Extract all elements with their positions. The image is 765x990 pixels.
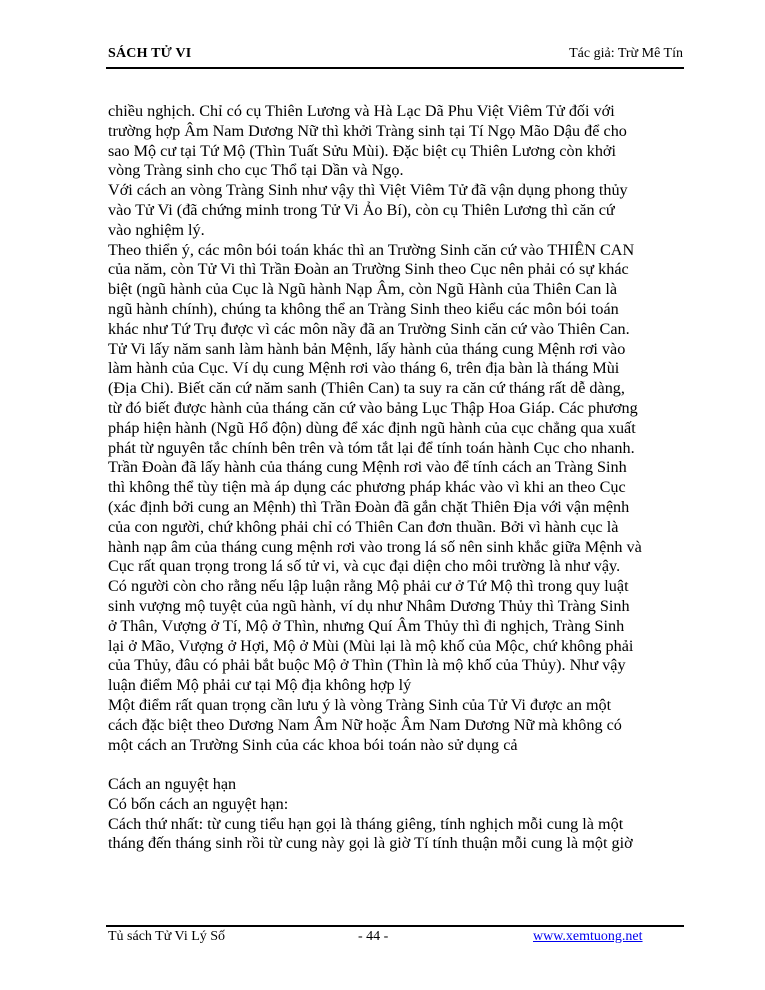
text-line: Với cách an vòng Tràng Sinh như vậy thì Việt Viêm Tử đã vận dụng phong thủy [108,181,628,200]
text-line: Cách thứ nhất: từ cung tiểu hạn gọi là tháng giêng, tính nghịch mỗi cung là một [108,814,624,833]
text-line: Theo thiển ý, các môn bói toán khác thì an Trường Sinh căn cứ vào THIÊN CAN [108,240,635,259]
blank-line [108,755,686,775]
header-author: Tác giả: Trừ Mê Tín [569,46,683,61]
text-line: hành nạp âm của tháng cung mệnh rơi vào trong lá số nên sinh khắc giữa Mệnh và [108,537,642,556]
text-line: vào Tử Vi (đã chứng minh trong Tử Vi Ảo Bí), còn cụ Thiên Lương thì căn cứ [108,200,615,219]
text-line: pháp hiện hành (Ngũ Hổ độn) dùng để xác định ngũ hành của cục chẳng qua xuất [108,418,636,437]
text-line: ở Thân, Vượng ở Tí, Mộ ở Thìn, nhưng Quí Âm Thủy thì đi nghịch, Tràng Sinh [108,616,625,635]
text-line: vào nghiệm lý. [108,220,205,239]
text-line: của năm, còn Tử Vi thì Trần Đoàn an Trường Sinh theo Cục nên phải có sự khác [108,260,629,279]
footer-rule [106,925,684,927]
header-book-title: SÁCH TỬ VI [108,46,192,61]
text-line: tháng đến tháng sinh rồi từ cung này gọi là giờ Tí tính thuận mỗi cung là một giờ [108,834,633,853]
website-link[interactable]: www.xemtuong.net [533,929,643,944]
text-line: Có bốn cách an nguyệt hạn: [108,794,289,813]
text-line: thì không thể tùy tiện mà áp dụng các phương pháp khác vào vì khi an theo Cục [108,478,626,497]
text-line: Một điểm rất quan trọng cần lưu ý là vòng Tràng Sinh của Tử Vi được an một [108,695,612,714]
text-line: khác như Tứ Trụ được vì các môn nầy đã an Trường Sinh căn cứ vào Thiên Can. [108,319,630,338]
text-line: ngũ hành chính), chúng ta không thể an Tràng Sinh theo kiểu các môn bói toán [108,299,619,318]
text-line: của con người, chứ không phải chỉ có Thiên Can đơn thuần. Bởi vì hành cục là [108,517,619,536]
text-line: (xác định bởi cung an Mệnh) thì Trần Đoàn đã gắn chặt Thiên Địa với vận mệnh [108,497,630,516]
text-line: Tử Vi lấy năm sanh làm hành bản Mệnh, lấy hành của tháng cung Mệnh rơi vào [108,339,626,358]
text-line: Có người còn cho rằng nếu lập luận rằng Mộ phải cư ở Tứ Mộ thì trong quy luật [108,577,629,596]
footer-series-title: Tủ sách Tử Vi Lý Số [108,929,226,944]
text-line: từ đó biết được hành của tháng căn cứ vào bảng Lục Thập Hoa Giáp. Các phương [108,398,638,417]
text-line: Cục rất quan trọng trong lá số tử vi, và cục đại diện cho môi trường là như vậy. [108,557,621,576]
text-line: làm hành của Cục. Ví dụ cung Mệnh rơi vào tháng 6, trên địa bàn là tháng Mùi [108,359,620,378]
text-line: sao Mộ cư tại Tứ Mộ (Thìn Tuất Sửu Mùi). Đặc biệt cụ Thiên Lương còn khởi [108,141,616,160]
text-line: Trần Đoàn đã lấy hành của tháng cung Mệnh rơi vào để tính cách an Tràng Sinh [108,458,627,477]
text-line: vòng Tràng sinh cho cục Thổ tại Dần và Ngọ. [108,161,404,180]
text-line: (Địa Chi). Biết căn cứ năm sanh (Thiên Can) ta suy ra căn cứ tháng rất dễ dàng, [108,379,625,398]
text-line: của Thủy, đâu có phải bắt buộc Mộ ở Thìn (Thìn là mộ khố của Thủy). Như vậy [108,656,626,675]
text-line: chiều nghịch. Chỉ có cụ Thiên Lương và Hà Lạc Dã Phu Việt Viêm Tử đối với [108,102,615,120]
body-text [108,102,686,854]
text-line: sinh vượng mộ tuyệt của ngũ hành, ví dụ như Nhâm Dương Thủy thì Tràng Sinh [108,596,630,615]
text-line: Cách an nguyệt hạn [108,775,237,794]
text-line: cách đặc biệt theo Dương Nam Âm Nữ hoặc Âm Nam Dương Nữ mà không có [108,715,622,734]
page-number: - 44 - [358,929,389,944]
text-line: lại ở Mão, Vượng ở Hợi, Mộ ở Mùi (Mùi lại là mộ khố của Mộc, chứ không phải [108,636,634,655]
text-line: một cách an Trường Sinh của các khoa bói toán nào sử dụng cả [108,735,518,754]
text-line: biệt (ngũ hành của Cục là Ngũ hành Nạp Âm, còn Ngũ Hành của Thiên Can là [108,280,618,299]
header-rule [106,67,684,69]
text-line: phát từ nguyên tắc chính bên trên và tóm tắt lại để tính toán hành Cục cho nhanh. [108,438,635,457]
text-line: trường hợp Âm Nam Dương Nữ thì khởi Tràng sinh tại Tí Ngọ Mão Dậu để cho [108,121,627,140]
text-line: luận điểm Mộ phải cư tại Mộ địa không hợp lý [108,676,412,695]
